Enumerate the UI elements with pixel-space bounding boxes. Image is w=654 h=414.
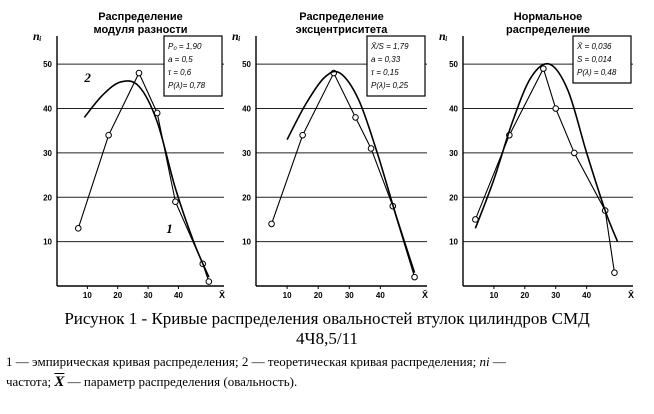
y-tick-label: 10 [449, 237, 458, 247]
data-point [300, 132, 306, 138]
series-line-theoretical [84, 81, 208, 277]
series-line-theoretical [287, 71, 414, 272]
stats-line: τ = 0,15 [371, 68, 399, 77]
x-axis-label: X̄ [627, 290, 635, 300]
x-tick-label: 30 [551, 291, 561, 300]
legend-text-3: частота; [6, 374, 52, 389]
data-point [541, 66, 547, 72]
data-point [173, 199, 179, 205]
caption-title-line2: 4Ч8,5/11 [296, 329, 358, 348]
y-axis-label: nᵢ [33, 29, 42, 43]
chart-panel-2 [232, 11, 428, 300]
data-point [75, 226, 81, 232]
chart-title-line: модуля разности [93, 24, 188, 36]
chart-title-line: распределение [505, 24, 591, 36]
data-point [553, 106, 559, 112]
stats-line: P(λ)= 0,78 [168, 81, 206, 90]
data-point [612, 270, 618, 276]
y-tick-label: 10 [242, 237, 251, 247]
stats-line: a = 0,5 [168, 55, 193, 64]
y-tick-label: 40 [43, 104, 52, 114]
legend-ni: ni [479, 354, 490, 369]
chart-title-line: эксцентриситета [295, 24, 388, 36]
stats-line: τ = 0,6 [168, 68, 192, 77]
chart-panel-3 [439, 11, 634, 300]
stats-line: P(λ)= 0,25 [371, 81, 409, 90]
data-point [571, 150, 577, 156]
x-tick-label: 10 [82, 291, 92, 300]
data-point [136, 70, 142, 76]
x-axis-label: X̄ [218, 290, 226, 300]
y-tick-label: 30 [242, 148, 251, 158]
y-tick-label: 40 [449, 104, 458, 114]
legend-text-4: — параметр распределения (овальность). [67, 374, 298, 389]
legend-text-1: 1 — эмпирическая кривая распределения; 2 — теоретическая кривая распределения; [6, 354, 477, 369]
curve-annotation: 2 [84, 69, 91, 85]
y-tick-label: 50 [449, 60, 458, 70]
y-tick-label: 20 [449, 193, 458, 203]
y-tick-label: 20 [242, 193, 251, 203]
x-tick-label: 20 [113, 291, 123, 300]
chart-title-line: Нормальное [513, 11, 583, 23]
data-point [368, 146, 374, 152]
data-point [412, 274, 418, 280]
x-tick-label: 20 [313, 291, 323, 300]
stats-line: P₀ = 1,90 [168, 42, 202, 51]
x-tick-label: 40 [174, 291, 183, 300]
chart-title-line: Распределение [98, 11, 183, 23]
data-point [206, 279, 212, 285]
y-tick-label: 30 [43, 148, 52, 158]
data-point [353, 115, 359, 121]
chart-panel-1 [33, 11, 225, 300]
x-tick-label: 40 [375, 291, 385, 300]
data-point [269, 221, 275, 227]
legend-dash: — [492, 354, 506, 369]
stats-line: X̄/S = 1,79 [371, 42, 409, 51]
y-tick-label: 30 [449, 148, 458, 158]
y-tick-label: 50 [43, 60, 52, 70]
figure-caption-title [0, 309, 654, 349]
chart-title-line: Распределение [299, 11, 384, 23]
y-axis-label: nᵢ [439, 29, 448, 43]
data-point [106, 132, 112, 138]
x-tick-label: 10 [489, 291, 499, 300]
x-tick-label: 40 [582, 291, 592, 300]
x-axis-label: X̄ [421, 290, 429, 300]
figure-caption-legend [6, 352, 646, 392]
y-tick-label: 20 [43, 193, 52, 203]
x-tick-label: 10 [282, 291, 292, 300]
y-axis-label: nᵢ [232, 29, 241, 43]
curve-annotation: 1 [166, 220, 173, 236]
caption-title-line1: Рисунок 1 - Кривые распределения овальностей втулок цилиндров СМД [64, 309, 590, 328]
x-tick-label: 30 [344, 291, 354, 300]
stats-line: S = 0,014 [577, 55, 612, 64]
stats-line: P(λ) = 0,48 [577, 68, 617, 77]
y-tick-label: 50 [242, 60, 251, 70]
series-line-empirical [272, 73, 415, 277]
x-tick-label: 30 [143, 291, 153, 300]
y-tick-label: 40 [242, 104, 251, 114]
x-tick-label: 20 [520, 291, 530, 300]
y-tick-label: 10 [43, 237, 52, 247]
stats-line: X̄ = 0,036 [577, 42, 612, 51]
series-line-empirical [78, 73, 209, 282]
stats-line: a = 0,33 [371, 55, 401, 64]
legend-x-symbol: $\overline{X}$ [54, 374, 65, 390]
